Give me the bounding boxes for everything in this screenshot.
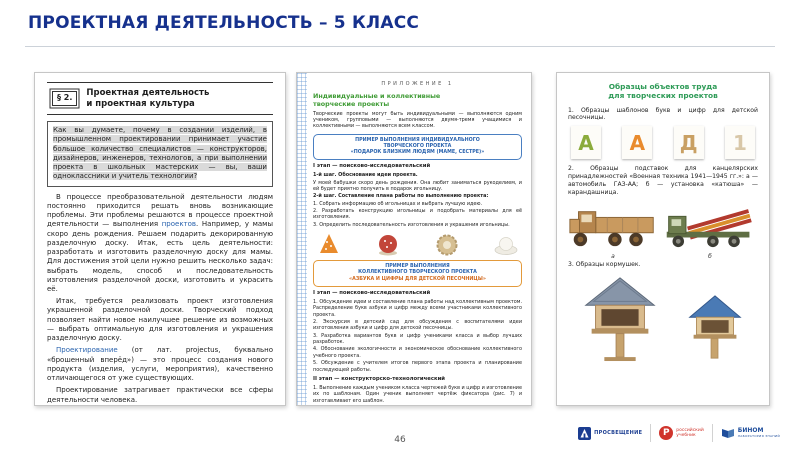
middle-title-line1: Индивидуальные и коллективные: [313, 91, 441, 100]
right-page-content: [557, 73, 769, 371]
binom-subtitle: ЛАБОРАТОРИЯ ЗНАНИЙ: [737, 434, 780, 438]
letter-templates-figure: [571, 126, 755, 159]
example1-item-2: 2. Разработать конструкцию игольницы и подобрать материалы для её изготовления.: [313, 208, 522, 221]
feeders-figure: [568, 272, 758, 362]
example2-stage2-item-1: 1. Выполнение каждым учеником класса чертежей букв и цифр и изготовление их по шаблонам. Один ученик выполняет чертёж фиксатора (рис. 7) и изготавливает его шаблон.: [313, 384, 522, 404]
example2-title-line2: КОЛЛЕКТИВНОГО ТВОРЧЕСКОГО ПРОЕКТА: [358, 270, 477, 276]
publisher-logos: [578, 421, 780, 445]
paragraph-3: [47, 346, 273, 383]
example2-item-4: 4. Обоснование экологичности и экономическое обоснование коллективного учебного проекта.: [313, 346, 522, 359]
question-box: [47, 121, 273, 186]
example2-stage1-title: I этап — поисково-исследовательский: [313, 289, 431, 296]
right-title-line2: для творческих проектов: [608, 91, 718, 101]
example2-title-line1: ПРИМЕР ВЫПОЛНЕНИЯ: [385, 264, 450, 270]
logo-binom: [721, 427, 780, 439]
binom-label: [738, 428, 780, 438]
prosveshchenie-icon: [578, 427, 591, 440]
example1-step2: 2-й шаг. Составление плана работы по выполнению проекта:: [313, 193, 489, 200]
letter-template-card: А: [571, 126, 601, 159]
example2-item-1: 1. Обсуждение идеи и составление плана работы над коллективным проектом. Распределение букв азбуки и цифр между всеми участниками коллективного проекта.: [313, 298, 522, 318]
truck-b-wrap: [662, 200, 758, 261]
paragraph-1: [47, 193, 273, 295]
middle-page-title: [313, 92, 522, 108]
example2-item-3: 3. Разработка вариантов букв и цифр учениками класса и выбор лучших разработок.: [313, 332, 522, 346]
letter-template-card: 1: [725, 126, 755, 159]
example2-item-2: 2. Экскурсия в детский сад для обсуждения с воспитателями идеи изготовления азбуки и цифр для детской песочницы.: [313, 318, 522, 332]
logo-divider: [712, 424, 713, 442]
pincushion-tomato-image: [375, 232, 401, 256]
rossiysky-uchebnik-label: [676, 428, 703, 438]
trucks-figure: [568, 200, 758, 261]
pincushions-figure: [316, 232, 519, 256]
katyusha-pencil-holder-image: [662, 200, 758, 250]
paragraph-1-text-a: В процессе преобразовательной деятельности людям постоянно приходится решать вновь возникающие проблемы. Эти проблемы решаются в процессе проектной деятельности — выполнения: [47, 192, 273, 229]
section-title: [86, 88, 209, 109]
prosveshchenie-label: ПРОСВЕЩЕНИЕ: [594, 430, 643, 436]
example2-stage2-title: II этап — конструкторско-технологический: [313, 375, 445, 382]
textbook-page-left: [34, 72, 286, 406]
textbook-page-right: [556, 72, 770, 406]
left-page-content: [35, 73, 285, 406]
right-item-2: 2. Образцы подставок для канцелярских принадлежностей «Военная техника 1941—1945 гг.»: а — автомобиль ГАЗ-АА; б — установка «катюша» — карандашница.: [568, 165, 758, 197]
right-page-title: [568, 82, 758, 101]
paragraph-3-text: (от лат. projectus, буквально «брошенный вперёд») — это процесс создания нового продукта (изделия, услуги, мероприятия), качественно отличающегося от уже существующих.: [47, 346, 273, 383]
middle-page-content: [297, 73, 531, 406]
truck-a-label: а: [611, 252, 615, 260]
logo-rossiysky-uchebnik: [659, 426, 703, 440]
slide-title: ПРОЕКТНАЯ ДЕЯТЕЛЬНОСТЬ – 5 КЛАСС: [28, 13, 420, 33]
letter-template-card: Д: [674, 126, 704, 159]
paragraph-1-text-b: . Например, у мамы скоро день рождения. Решаем подарить декорированную разделочную доску. Итак, есть цель деятельности: разработать и изготовить разделочную доску для мамы. Для достижения этой цели нужно решить несколько задач: выбрать модель, способ и последовательность изготовления разделочной доски, изготовить и украсить её.: [47, 220, 273, 293]
paragraph-4: Проектирование затрагивает практически все сферы деятельности человека.: [47, 386, 273, 404]
term-proektov: проектов: [161, 220, 197, 229]
paragraph-2: Итак, требуется реализовать проект изготовления украшенной разделочной доски. Творческий подход позволяет найти новое наилучшее решение из возможных — выбрать оптимальную для изготовления и украшения разделочную доску.: [47, 297, 273, 343]
section-title-line1: Проектная деятельность: [86, 88, 210, 98]
bird-feeder-large-image: [583, 272, 657, 362]
rossiysky-uchebnik-icon: Р: [659, 426, 673, 440]
truck-b-label: б: [708, 252, 712, 260]
right-title-line1: Образцы объектов труда: [608, 82, 718, 91]
question-text: Как вы думаете, почему в создании изделий, в промышленном проектировании принимает участие большое количество специалистов — конструкторов, дизайнеров, инженеров, технологов, а при выполнении проекта в школьных мастерских — вы, ваши одноклассники и учитель технологии?: [53, 126, 267, 181]
example1-item-1: 1. Собрать информацию об игольницах и выбрать лучшую идею.: [313, 200, 483, 207]
example2-item-5: 5. Обсуждение с учителем итогов первого этапа проекта и планирование последующей работы.: [313, 360, 522, 373]
section-number: § 2.: [52, 91, 77, 106]
example1-step1-text: У моей бабушки скоро день рождения. Она любит заниматься рукоделием, и ей будет приятно получить в подарок игольницу.: [313, 179, 522, 192]
section-title-line2: и проектная культура: [86, 98, 195, 109]
pincushion-cone-image: [316, 232, 342, 256]
pincushion-braided-image: [434, 232, 460, 256]
appendix-label: ПРИЛОЖЕНИЕ 1: [381, 81, 454, 87]
example2-title-line3: «АЗБУКА И ЦИФРЫ ДЛЯ ДЕТСКОЙ ПЕСОЧНИЦЫ»: [349, 276, 486, 282]
logo-prosveshchenie: [578, 427, 642, 440]
slide-page-number: 46: [394, 435, 406, 445]
textbook-page-middle: [296, 72, 532, 406]
term-proektirovanie: Проектирование: [56, 346, 118, 355]
middle-title-line2: творческие проекты: [313, 99, 390, 108]
logo-divider: [650, 424, 651, 442]
example1-item-3: 3. Определить последовательность изготовления и украшения игольницы.: [313, 221, 510, 228]
example1-title-box: [313, 134, 522, 161]
section-header: [47, 82, 273, 115]
example1-title-line1: ПРИМЕР ВЫПОЛНЕНИЯ ИНДИВИДУАЛЬНОГО: [355, 137, 480, 143]
example1-title-line3: «ПОДАРОК БЛИЗКИМ ЛЮДЯМ (МАМЕ, СЕСТРЕ)»: [350, 150, 485, 156]
bird-feeder-small-image: [687, 290, 743, 362]
wooden-truck-gaz-aa-image: [568, 204, 658, 250]
rossiysky-line1: российский: [676, 427, 704, 433]
right-item-1: 1. Образцы шаблонов букв и цифр для детской песочницы.: [568, 106, 758, 122]
rossiysky-line2: учебник: [676, 433, 696, 438]
truck-a-wrap: [568, 204, 658, 261]
pincushion-hat-image: [493, 232, 519, 256]
right-item-3: 3. Образцы кормушек.: [568, 260, 641, 268]
letter-template-card: А: [622, 126, 652, 159]
binom-name: БИНОМ: [737, 427, 764, 434]
example1-step1: 1-й шаг. Обоснование идеи проекта.: [313, 172, 418, 179]
example2-title-box: [313, 260, 522, 287]
header-divider: [25, 46, 775, 47]
binom-book-icon: [721, 427, 735, 439]
example1-title-line2: ТВОРЧЕСКОГО ПРОЕКТА: [383, 143, 452, 149]
middle-intro: Творческие проекты могут быть индивидуальными — выполняются одним учеником, групповыми — выполняются двумя-тремя учащимися и коллективными — выполняются всем классом.: [313, 110, 522, 130]
example1-stage1-title: I этап — поисково-исследовательский: [313, 163, 431, 170]
